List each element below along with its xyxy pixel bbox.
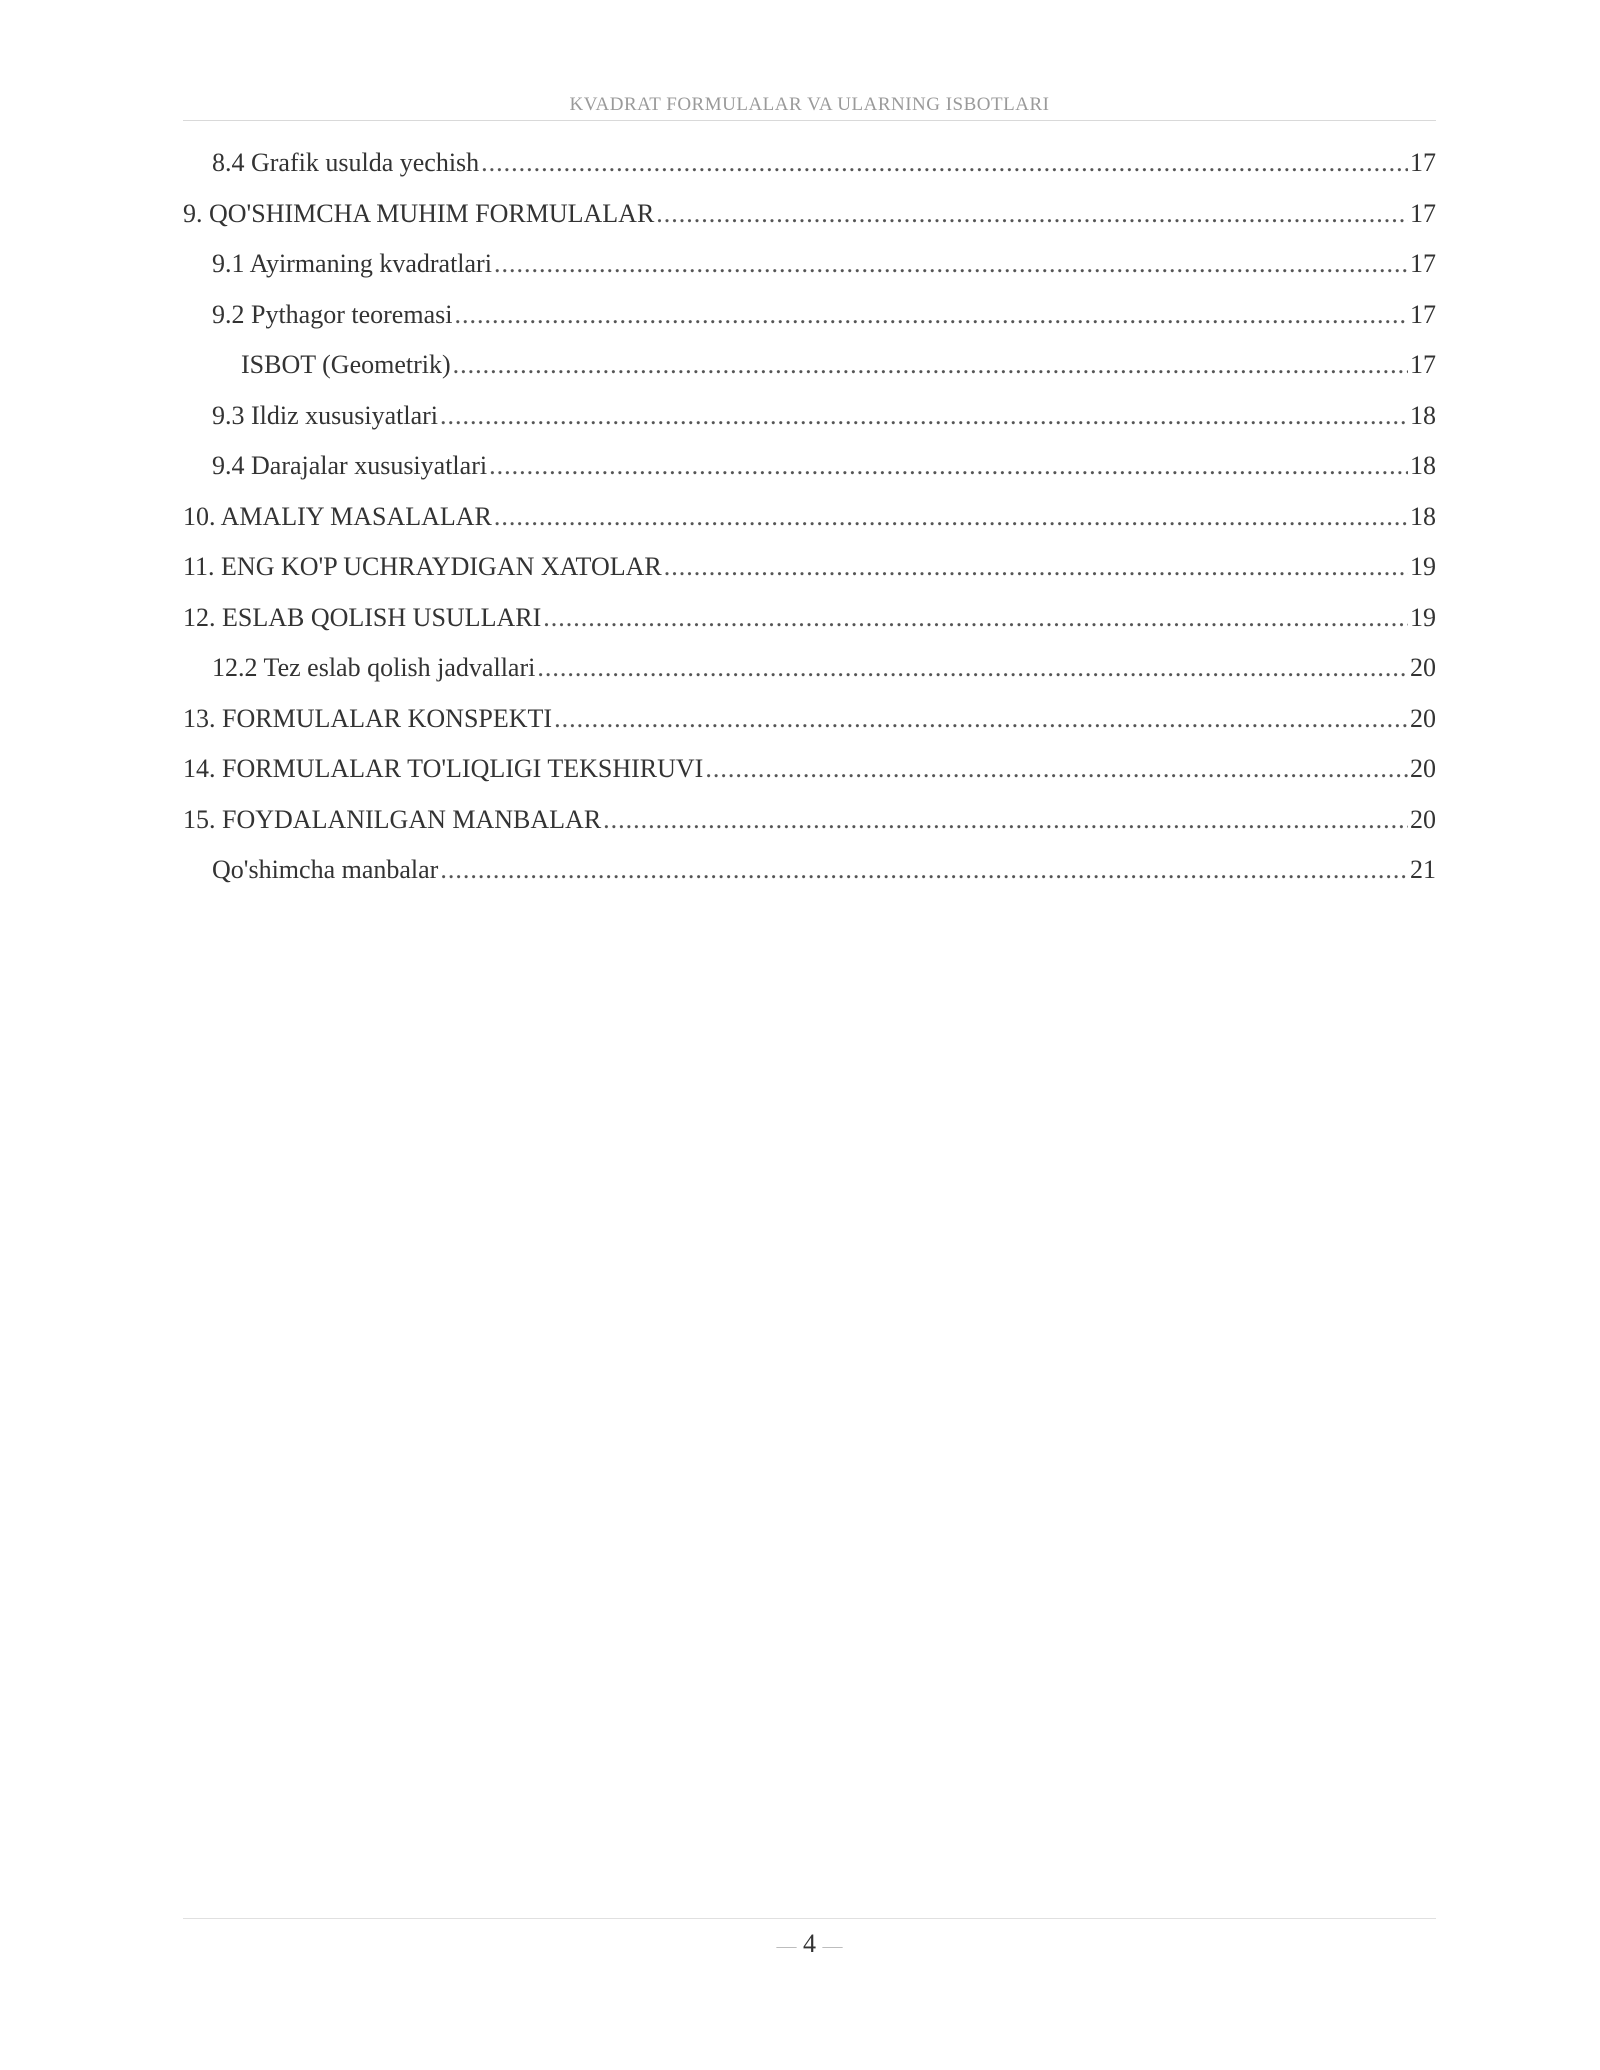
- toc-dot-leader: [656, 194, 1408, 234]
- toc-entry-title: 10. AMALIY MASALALAR: [183, 501, 492, 531]
- toc-dot-leader: [543, 598, 1408, 638]
- toc-entry-title: 9.2 Pythagor teoremasi: [212, 299, 453, 329]
- toc-dot-leader: [537, 648, 1408, 688]
- toc-entry-title: Qo'shimcha manbalar: [212, 855, 439, 884]
- toc-entry-title: 11. ENG KO'P UCHRAYDIGAN XATOLAR: [183, 552, 662, 581]
- toc-entry-title: 12.2 Tez eslab qolish jadvallari: [212, 653, 536, 682]
- toc-entry-title: 9.3 Ildiz xususiyatlari: [212, 400, 439, 430]
- toc-dot-leader: [494, 244, 1408, 284]
- toc-entry[interactable]: [183, 800, 1436, 851]
- toc-entry-title: ISBOT (Geometrik): [241, 350, 451, 379]
- toc-dot-leader: [440, 850, 1408, 890]
- toc-entry[interactable]: [183, 497, 1436, 548]
- toc-entry-page: 20: [1410, 754, 1436, 783]
- toc-entry-page: 17: [1410, 198, 1436, 228]
- toc-entry-title: 13. FORMULALAR KONSPEKTI: [183, 703, 553, 733]
- toc-entry[interactable]: [183, 143, 1436, 194]
- toc-entry-page: 19: [1410, 552, 1436, 581]
- footer-dash-left: —: [776, 1935, 797, 1958]
- toc-entry-page: 20: [1410, 703, 1436, 733]
- toc-entry[interactable]: [183, 547, 1436, 598]
- toc-entry-title: 9. QO'SHIMCHA MUHIM FORMULALAR: [183, 198, 655, 228]
- toc-entry[interactable]: [183, 598, 1436, 649]
- toc-entry-page: 19: [1410, 602, 1436, 632]
- toc-entry[interactable]: [183, 194, 1436, 245]
- running-header: [183, 92, 1436, 121]
- toc-entry[interactable]: [183, 648, 1436, 699]
- toc-dot-leader: [554, 699, 1408, 739]
- toc-dot-leader: [454, 295, 1408, 335]
- toc-entry-title: 9.4 Darajalar xususiyatlari: [212, 451, 488, 480]
- table-of-contents: [183, 143, 1436, 901]
- toc-dot-leader: [664, 547, 1408, 587]
- toc-entry-page: 20: [1410, 653, 1436, 682]
- toc-entry[interactable]: [183, 699, 1436, 750]
- toc-entry-page: 17: [1410, 350, 1436, 379]
- footer-dash-right: —: [822, 1935, 843, 1958]
- toc-entry[interactable]: [183, 850, 1436, 901]
- toc-entry-page: 18: [1410, 400, 1436, 430]
- toc-entry-page: 18: [1410, 501, 1436, 531]
- toc-entry-page: 17: [1410, 249, 1436, 278]
- toc-entry-title: 9.1 Ayirmaning kvadratlari: [212, 249, 492, 278]
- toc-dot-leader: [489, 446, 1408, 486]
- toc-entry-page: 18: [1410, 451, 1436, 480]
- toc-entry-title: 12. ESLAB QOLISH USULLARI: [183, 602, 542, 632]
- toc-entry[interactable]: [183, 749, 1436, 800]
- toc-dot-leader: [481, 143, 1408, 183]
- toc-dot-leader: [494, 497, 1408, 537]
- page-footer: [183, 1918, 1436, 1963]
- toc-dot-leader: [705, 749, 1408, 789]
- toc-dot-leader: [603, 800, 1408, 840]
- page-number: 4: [803, 1929, 816, 1958]
- toc-entry-page: 21: [1410, 855, 1436, 884]
- toc-dot-leader: [440, 396, 1408, 436]
- toc-entry-page: 17: [1410, 148, 1436, 177]
- toc-entry[interactable]: [183, 396, 1436, 447]
- toc-entry-title: 14. FORMULALAR TO'LIQLIGI TEKSHIRUVI: [183, 754, 704, 783]
- toc-entry[interactable]: [183, 345, 1436, 396]
- toc-entry-page: 17: [1410, 299, 1436, 329]
- header-title: KVADRAT FORMULALAR VA ULARNING ISBOTLARI: [569, 94, 1050, 115]
- toc-entry[interactable]: [183, 295, 1436, 346]
- toc-entry-page: 20: [1410, 804, 1436, 834]
- toc-entry-title: 15. FOYDALANILGAN MANBALAR: [183, 804, 602, 834]
- toc-entry[interactable]: [183, 244, 1436, 295]
- toc-dot-leader: [453, 345, 1408, 385]
- toc-entry-title: 8.4 Grafik usulda yechish: [212, 148, 480, 177]
- toc-entry[interactable]: [183, 446, 1436, 497]
